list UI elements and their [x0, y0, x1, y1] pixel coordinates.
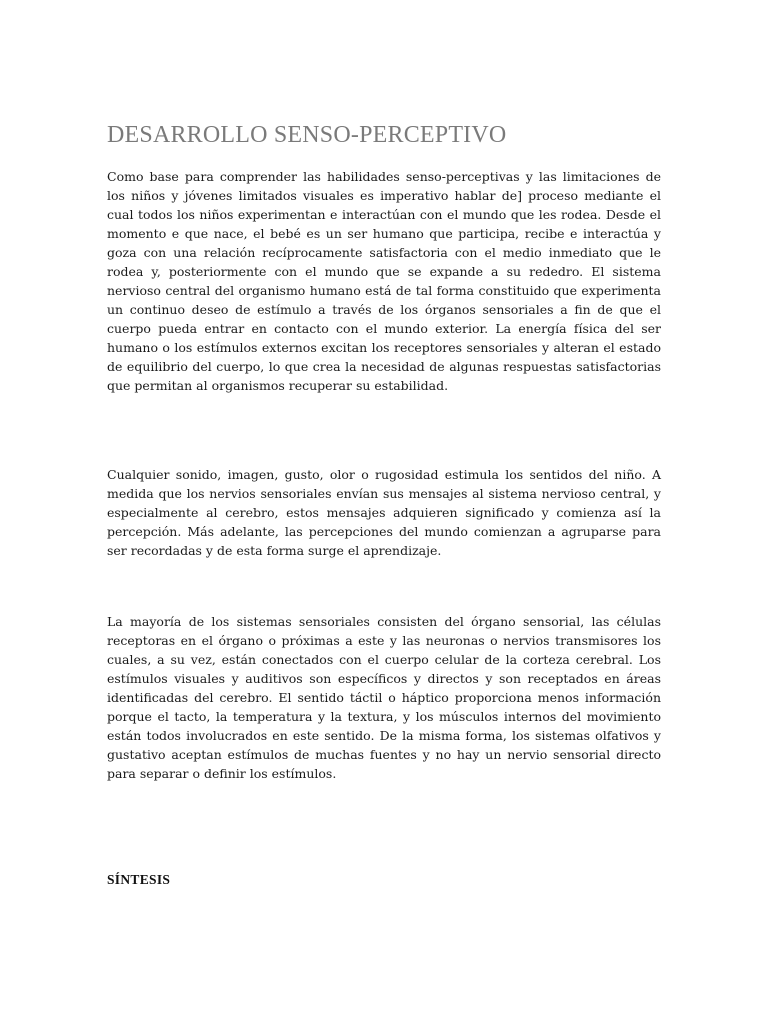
paragraph-3: La mayoría de los sistemas sensoriales consisten del órgano sensorial, las células receptoras en el órgano o próximas a este y las neuronas o nervios transmisores los cuales, a su vez, están conectados con el cuerpo celular de la corteza cerebral. Los estímulos visuales y auditivos son específicos y directos y son receptados en áreas identificadas del cerebro. El sentido táctil o háptico proporciona menos información porque el tacto, la temperatura y la textura, y los músculos internos del movimiento están todos involucrados en este sentido. De la misma forma, los sistemas olfativos y gustativo aceptan estímulos de muchas fuentes y no hay un nervio sensorial directo para separar o definir los estímulos.: [107, 614, 661, 781]
document-title: DESARROLLO SENSO-PERCEPTIVO: [107, 122, 507, 148]
paragraph-1: Como base para comprender las habilidades senso-perceptivas y las limitaciones de los niños y jóvenes limitados visuales es imperativo hablar de] proceso mediante el cual todos los niños experimentan e interactúan con el mundo que les rodea. Desde el momento e que nace, el bebé es un ser humano que participa, recibe e interactúa y goza con una relación recíprocamente satisfactoria con el medio inmediato que le rodea y, posteriormente con el mundo que se expande a su rededro. El sistema nervioso central del organismo humano está de tal forma constituido que experimenta un continuo deseo de estímulo a través de los órganos sensoriales a fin de que el cuerpo pueda entrar en contacto con el mundo exterior. La energía física del ser humano o los estímulos externos excitan los receptores sensoriales y alteran el estado de equilibrio del cuerpo, lo que crea la necesidad de algunas respuestas satisfactorias que permitan al organismos recuperar su estabilidad.: [107, 169, 661, 393]
section-heading-sintesis: SÍNTESIS: [107, 872, 171, 887]
paragraph-2: Cualquier sonido, imagen, gusto, olor o rugosidad estimula los sentidos del niño. A medida que los nervios sensoriales envían sus mensajes al sistema nervioso central, y especialmente al cerebro, estos mensajes adquieren significado y comienza así la percepción. Más adelante, las percepciones del mundo comienzan a agruparse para ser recordadas y de esta forma surge el aprendizaje.: [107, 467, 661, 558]
